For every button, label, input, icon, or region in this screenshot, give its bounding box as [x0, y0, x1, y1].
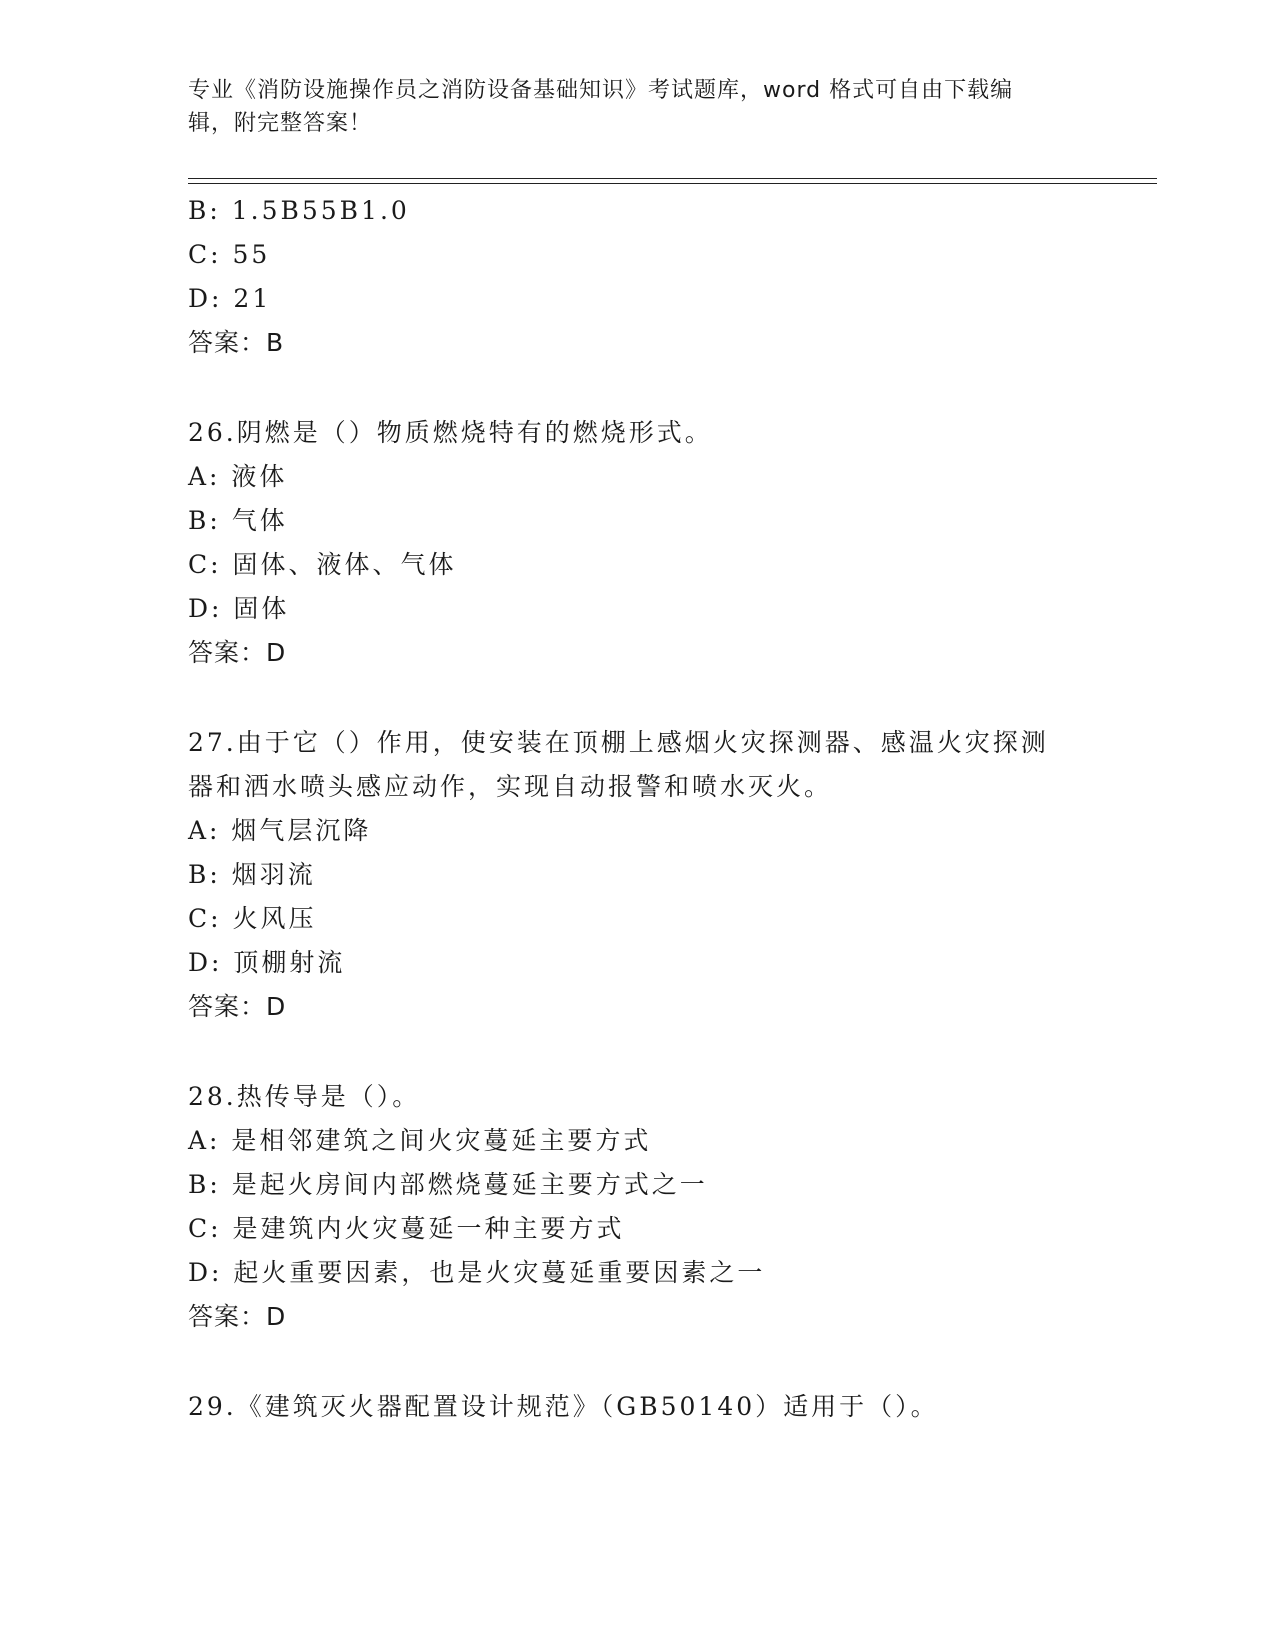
- q26-answer: 答案：D: [188, 638, 287, 667]
- q27-option-c: C: 火风压: [188, 904, 317, 933]
- q25-option-b: B: 1.5B55B1.0: [188, 196, 410, 225]
- q28-option-b: B: 是起火房间内部燃烧蔓延主要方式之一: [188, 1170, 708, 1199]
- q28-option-c: C: 是建筑内火灾蔓延一种主要方式: [188, 1214, 625, 1243]
- header-divider-top: [188, 178, 1157, 179]
- q27-option-d: D: 顶棚射流: [188, 948, 346, 977]
- q26-option-a: A: 液体: [188, 462, 288, 491]
- q26-option-b: B: 气体: [188, 506, 288, 535]
- q27-option-a: A: 烟气层沉降: [188, 816, 372, 845]
- q28-option-d: D: 起火重要因素，也是火灾蔓延重要因素之一: [188, 1258, 766, 1287]
- q25-option-d: D: 21: [188, 284, 272, 313]
- header-line-1: 专业《消防设施操作员之消防设备基础知识》考试题库，word 格式可自由下载编: [188, 78, 1014, 103]
- document-header: [188, 74, 1088, 140]
- q25-answer: 答案：B: [188, 328, 285, 357]
- header-line-2: 辑，附完整答案！: [188, 111, 373, 136]
- q25-option-c: C: 55: [188, 240, 271, 269]
- q26-option-c: C: 固体、液体、气体: [188, 550, 457, 579]
- q27-question-line-2: 器和洒水喷头感应动作，实现自动报警和喷水灭火。: [188, 772, 833, 801]
- q28-question: 28.热传导是（）。: [188, 1082, 421, 1111]
- q28-answer: 答案：D: [188, 1302, 287, 1331]
- q26-option-d: D: 固体: [188, 594, 290, 623]
- q29-question: 29.《建筑灭火器配置设计规范》（GB50140）适用于（）。: [188, 1392, 939, 1421]
- header-divider-bottom: [188, 183, 1157, 184]
- q27-answer: 答案：D: [188, 992, 287, 1021]
- q28-option-a: A: 是相邻建筑之间火灾蔓延主要方式: [188, 1126, 652, 1155]
- q27-question-line-1: 27.由于它（）作用，使安装在顶棚上感烟火灾探测器、感温火灾探测: [188, 728, 1049, 757]
- q26-question: 26.阴燃是（）物质燃烧特有的燃烧形式。: [188, 418, 713, 447]
- q27-option-b: B: 烟羽流: [188, 860, 316, 889]
